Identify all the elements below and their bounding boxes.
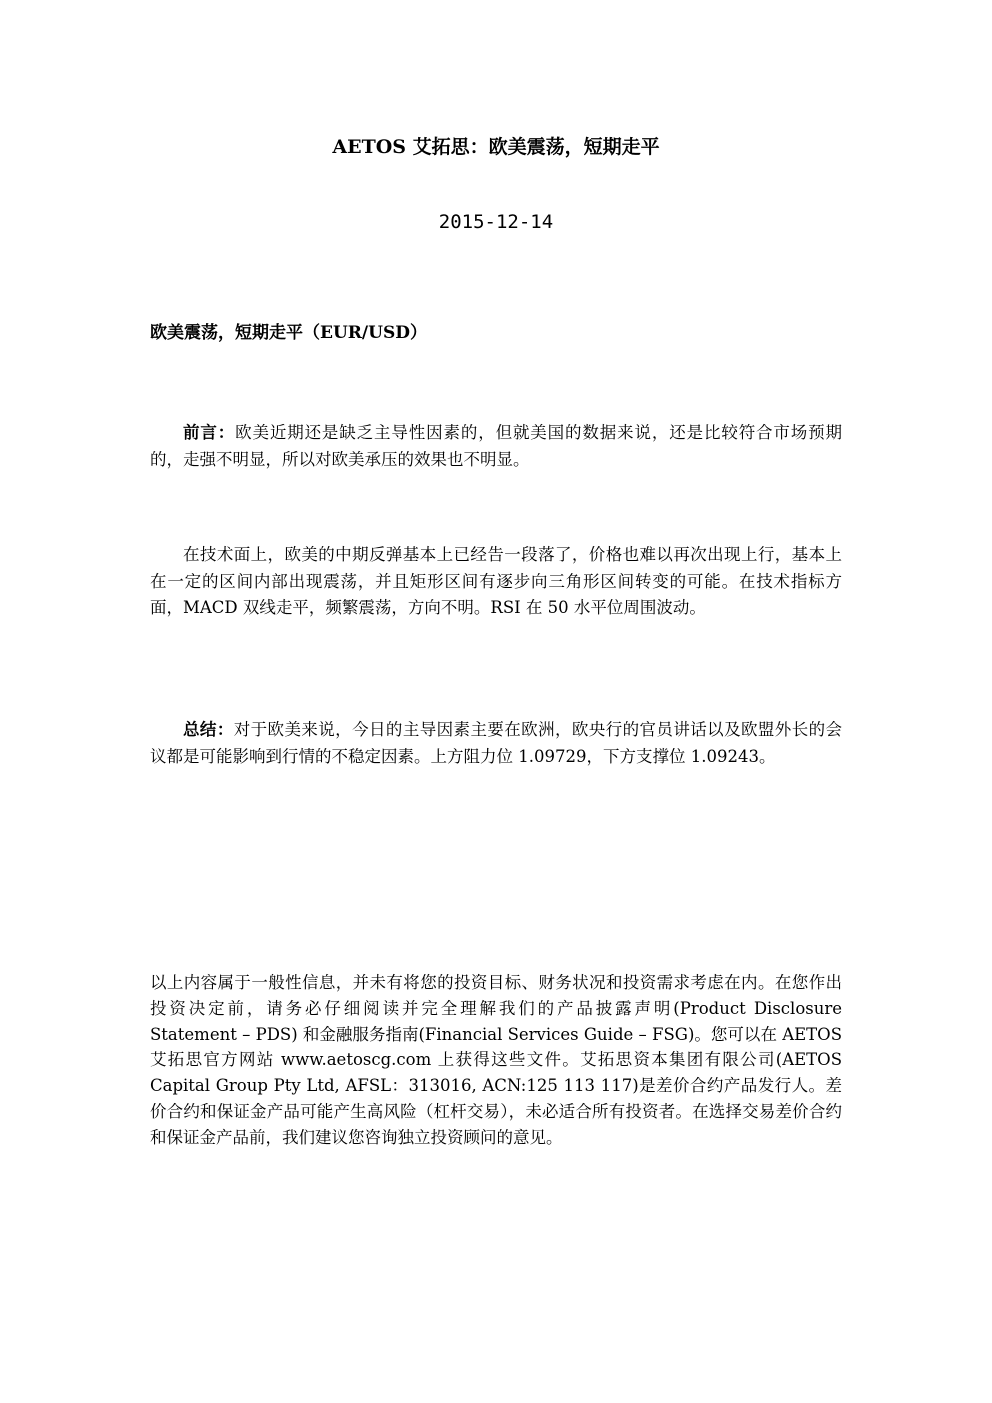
technical-paragraph	[150, 542, 842, 622]
technical-text: 在技术面上，欧美的中期反弹基本上已经告一段落了，价格也难以再次出现上行，基本上在一定的区间内部出现震荡，并且矩形区间有逐步向三角形区间转变的可能。在技术指标方面，MACD 双线走平，频繁震荡，方向不明。RSI 在 50 水平位周围波动。	[150, 545, 842, 617]
preface-paragraph	[150, 420, 842, 473]
section-heading: 欧美震荡，短期走平（EUR/USD）	[150, 323, 427, 343]
preface-text: 欧美近期还是缺乏主导性因素的，但就美国的数据来说，还是比较符合市场预期的，走强不明显，所以对欧美承压的效果也不明显。	[150, 423, 843, 469]
summary-paragraph	[150, 717, 842, 770]
summary-label: 总结：	[183, 720, 234, 739]
disclaimer-paragraph: 以上内容属于一般性信息，并未有将您的投资目标、财务状况和投资需求考虑在内。在您作出投资决定前，请务必仔细阅读并完全理解我们的产品披露声明(Product Disclosure Statement – PDS) 和金融服务指南(Financial Services Guide – FSG)。您可以在 AETOS 艾拓思官方网站 www.aetoscg.com 上获得这些文件。艾拓思资本集团有限公司(AETOS Capital Group Pty Ltd, AFSL：313016, ACN:125 113 117)是差价合约产品发行人。差价合约和保证金产品可能产生高风险（杠杆交易），未必适合所有投资者。在选择交易差价合约和保证金产品前，我们建议您咨询独立投资顾问的意见。	[150, 973, 842, 1147]
document-date: 2015-12-14	[438, 211, 554, 233]
preface-label: 前言：	[183, 423, 236, 442]
document-title: AETOS 艾拓思：欧美震荡，短期走平	[332, 136, 660, 158]
summary-text: 对于欧美来说，今日的主导因素主要在欧洲，欧央行的官员讲话以及欧盟外长的会议都是可能影响到行情的不稳定因素。上方阻力位 1.09729，下方支撑位 1.09243。	[150, 720, 843, 766]
